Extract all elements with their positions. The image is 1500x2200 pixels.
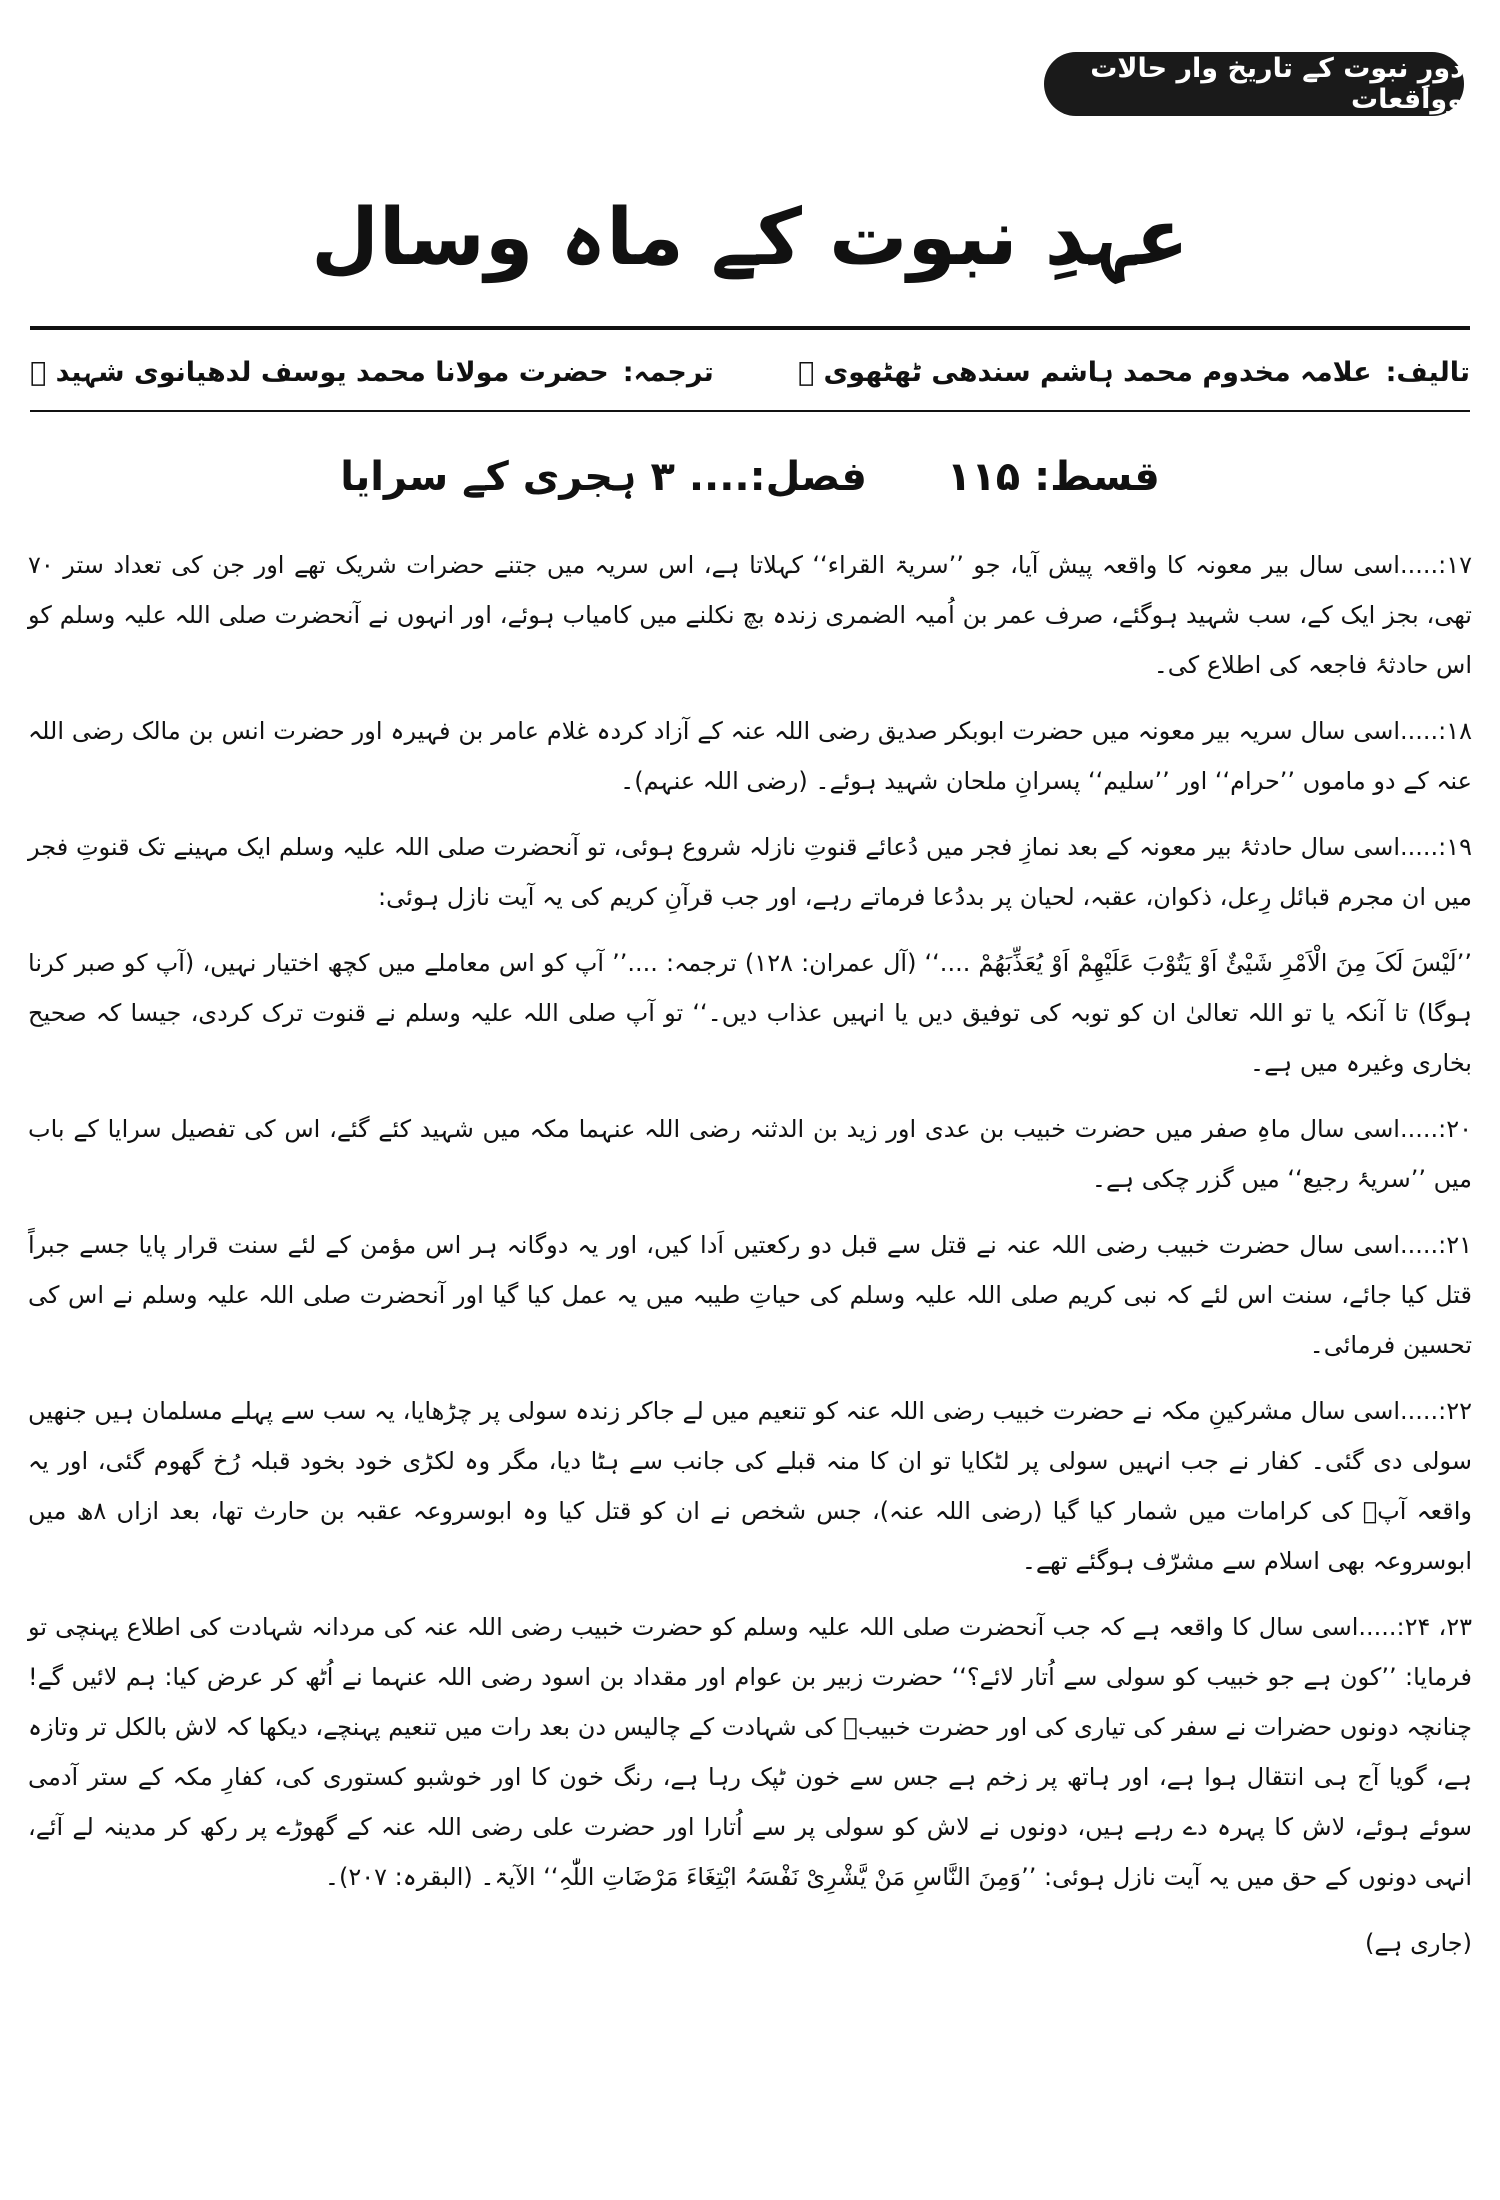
paragraph: ۱۷:.....اسی سال بیر معونہ کا واقعہ پیش آیا، جو ’’سریۃ القراء‘‘ کہلاتا ہے، اس سریہ میں جتنے حضرات شریک تھے اور جن کی تعداد ستر ۷۰ تھی، بجز ایک کے، سب شہید ہوگئے، صرف عمر بن اُمیہ الضمری زندہ بچ نکلنے میں کامیاب ہوئے، اور انہوں نے آنحضرت صلی اللہ علیہ وسلم کو اس حادثۂ فاجعہ کی اطلاع کی۔: [28, 551, 1472, 679]
translator-name: حضرت مولانا محمد یوسف لدھیانوی شہید ﷫: [30, 356, 609, 388]
author-group: [798, 357, 1470, 388]
paragraph: ’’لَیْسَ لَکَ مِنَ الْاَمْرِ شَیْئٌ اَوْ یَتُوْبَ عَلَیْھِمْ اَوْ یُعَذِّبَھُمْ ....‘‘ (آل عمران: ۱۲۸) ترجمہ: ....’’ آپ کو اس معاملے میں کچھ اختیار نہیں، (آپ کو صبر کرنا ہوگا) تا آنکہ یا تو اللہ تعالیٰ ان کو توبہ کی توفیق دیں یا انہیں عذاب دیں۔‘‘ تو آپ صلی اللہ علیہ وسلم نے قنوت ترک کردی، جیسا کہ صحیح بخاری وغیرہ میں ہے۔: [28, 949, 1472, 1077]
author-name: علامہ مخدوم محمد ہاشم سندھی ٹھٹھوی ﷫: [797, 356, 1372, 388]
section-tag: [1044, 52, 1464, 116]
byline-divider: [30, 410, 1470, 412]
paragraph: ۲۰:.....اسی سال ماہِ صفر میں حضرت خبیب بن عدی اور زید بن الدثنہ رضی اللہ عنہما مکہ میں شہید کئے گئے، اس کی تفصیل سرایا کے باب میں ’’سریۂ رجیع‘‘ میں گزر چکی ہے۔: [28, 1115, 1472, 1193]
author-label: تالیف:: [1385, 356, 1470, 388]
translator-group: [30, 357, 714, 388]
chapter-title: فصل:.... ۳ ہجری کے سرایا: [340, 454, 867, 500]
paragraph: ۲۱:.....اسی سال حضرت خبیب رضی اللہ عنہ نے قتل سے قبل دو رکعتیں اَدا کیں، اور یہ دوگانہ ہر اس مؤمن کے لئے سنت قرار پایا جسے جبراً قتل کیا جائے، سنت اس لئے کہ نبی کریم صلی اللہ علیہ وسلم کی حیاتِ طیبہ میں یہ عمل کیا گیا اور آنحضرت صلی اللہ علیہ وسلم نے اس کی تحسین فرمائی۔: [28, 1231, 1472, 1359]
paragraph: ۱۸:.....اسی سال سریہ بیر معونہ میں حضرت ابوبکر صدیق رضی اللہ عنہ کے آزاد کردہ غلام عامر بن فہیرہ اور حضرت انس بن مالک رضی اللہ عنہ کے دو ماموں ’’حرام‘‘ اور ’’سلیم‘‘ پسرانِ ملحان شہید ہوئے۔ (رضی اللہ عنہم)۔: [28, 717, 1472, 795]
page-title: عہدِ نبوت کے ماہ وسال: [311, 193, 1189, 283]
to-be-continued: (جاری ہے): [1364, 1929, 1472, 1957]
paragraph: ۲۲:.....اسی سال مشرکینِ مکہ نے حضرت خبیب رضی اللہ عنہ کو تنعیم میں لے جاکر زندہ سولی پر چڑھایا، یہ سب سے پہلے مسلمان ہیں جنھیں سولی دی گئی۔ کفار نے جب انہیں سولی پر لٹکایا تو ان کا منہ قبلے کی جانب سے ہٹا دیا، مگر وہ لکڑی خود بخود قبلہ رُخ گھوم گئی، اور یہ واقعہ آپؓ کی کرامات میں شمار کیا گیا (رضی اللہ عنہ)، جس شخص نے ان کو قتل کیا وہ ابوسروعہ عقبہ بن حارث تھا، بعد ازاں ۸ھ میں ابوسروعہ بھی اسلام سے مشرّف ہوگئے تھے۔: [28, 1397, 1472, 1575]
title-divider: [30, 326, 1470, 330]
article-body: [28, 540, 1472, 1984]
section-tag-text: دورِ نبوت کے تاریخ وار حالات وواقعات: [1090, 53, 1464, 115]
paragraph: ۱۹:.....اسی سال حادثۂ بیر معونہ کے بعد نمازِ فجر میں دُعائے قنوتِ نازلہ شروع ہوئی، تو آنحضرت صلی اللہ علیہ وسلم ایک مہینے تک قنوتِ فجر میں ان مجرم قبائل رِعل، ذکوان، عقبہ، لحیان پر بددُعا فرماتے رہے، اور جب قرآنِ کریم کی یہ آیت نازل ہوئی:: [28, 833, 1472, 911]
byline: [30, 344, 1470, 400]
installment-heading: [0, 454, 1500, 500]
paragraph: ۲۳، ۲۴:.....اسی سال کا واقعہ ہے کہ جب آنحضرت صلی اللہ علیہ وسلم کو حضرت خبیب رضی اللہ عنہ کی مردانہ شہادت کی اطلاع پہنچی تو فرمایا: ’’کون ہے جو خبیب کو سولی سے اُتار لائے؟‘‘ حضرت زبیر بن عوام اور مقداد بن اسود رضی اللہ عنہما نے اُٹھ کر عرض کیا: ہم لائیں گے! چنانچہ دونوں حضرات نے سفر کی تیاری کی اور حضرت خبیبؓ کی شہادت کے چالیس دن بعد رات میں تنعیم پہنچے، دیکھا کہ لاش بالکل تر وتازہ ہے، گویا آج ہی انتقال ہوا ہے، اور ہاتھ پر زخم ہے جس سے خون ٹپک رہا ہے، رنگ خون کا اور خوشبو کستوری کی، کفارِ مکہ کے ستر آدمی سوئے ہوئے، لاش کا پہرہ دے رہے ہیں، دونوں نے لاش کو سولی پر سے اُتارا اور حضرت علی رضی اللہ عنہ کے گھوڑے پر رکھ کر مدینہ لے آئے، انہی دونوں کے حق میں یہ آیت نازل ہوئی: ’’وَمِنَ النَّاسِ مَنْ یَّشْرِیْ نَفْسَہُ ابْتِغَاءَ مَرْضَاتِ اللّٰہِ‘‘ الآیۃ۔ (البقرہ: ۲۰۷)۔: [28, 1613, 1473, 1891]
installment-number: قسط: ۱۱۵: [946, 454, 1160, 500]
translator-label: ترجمہ:: [622, 356, 714, 388]
